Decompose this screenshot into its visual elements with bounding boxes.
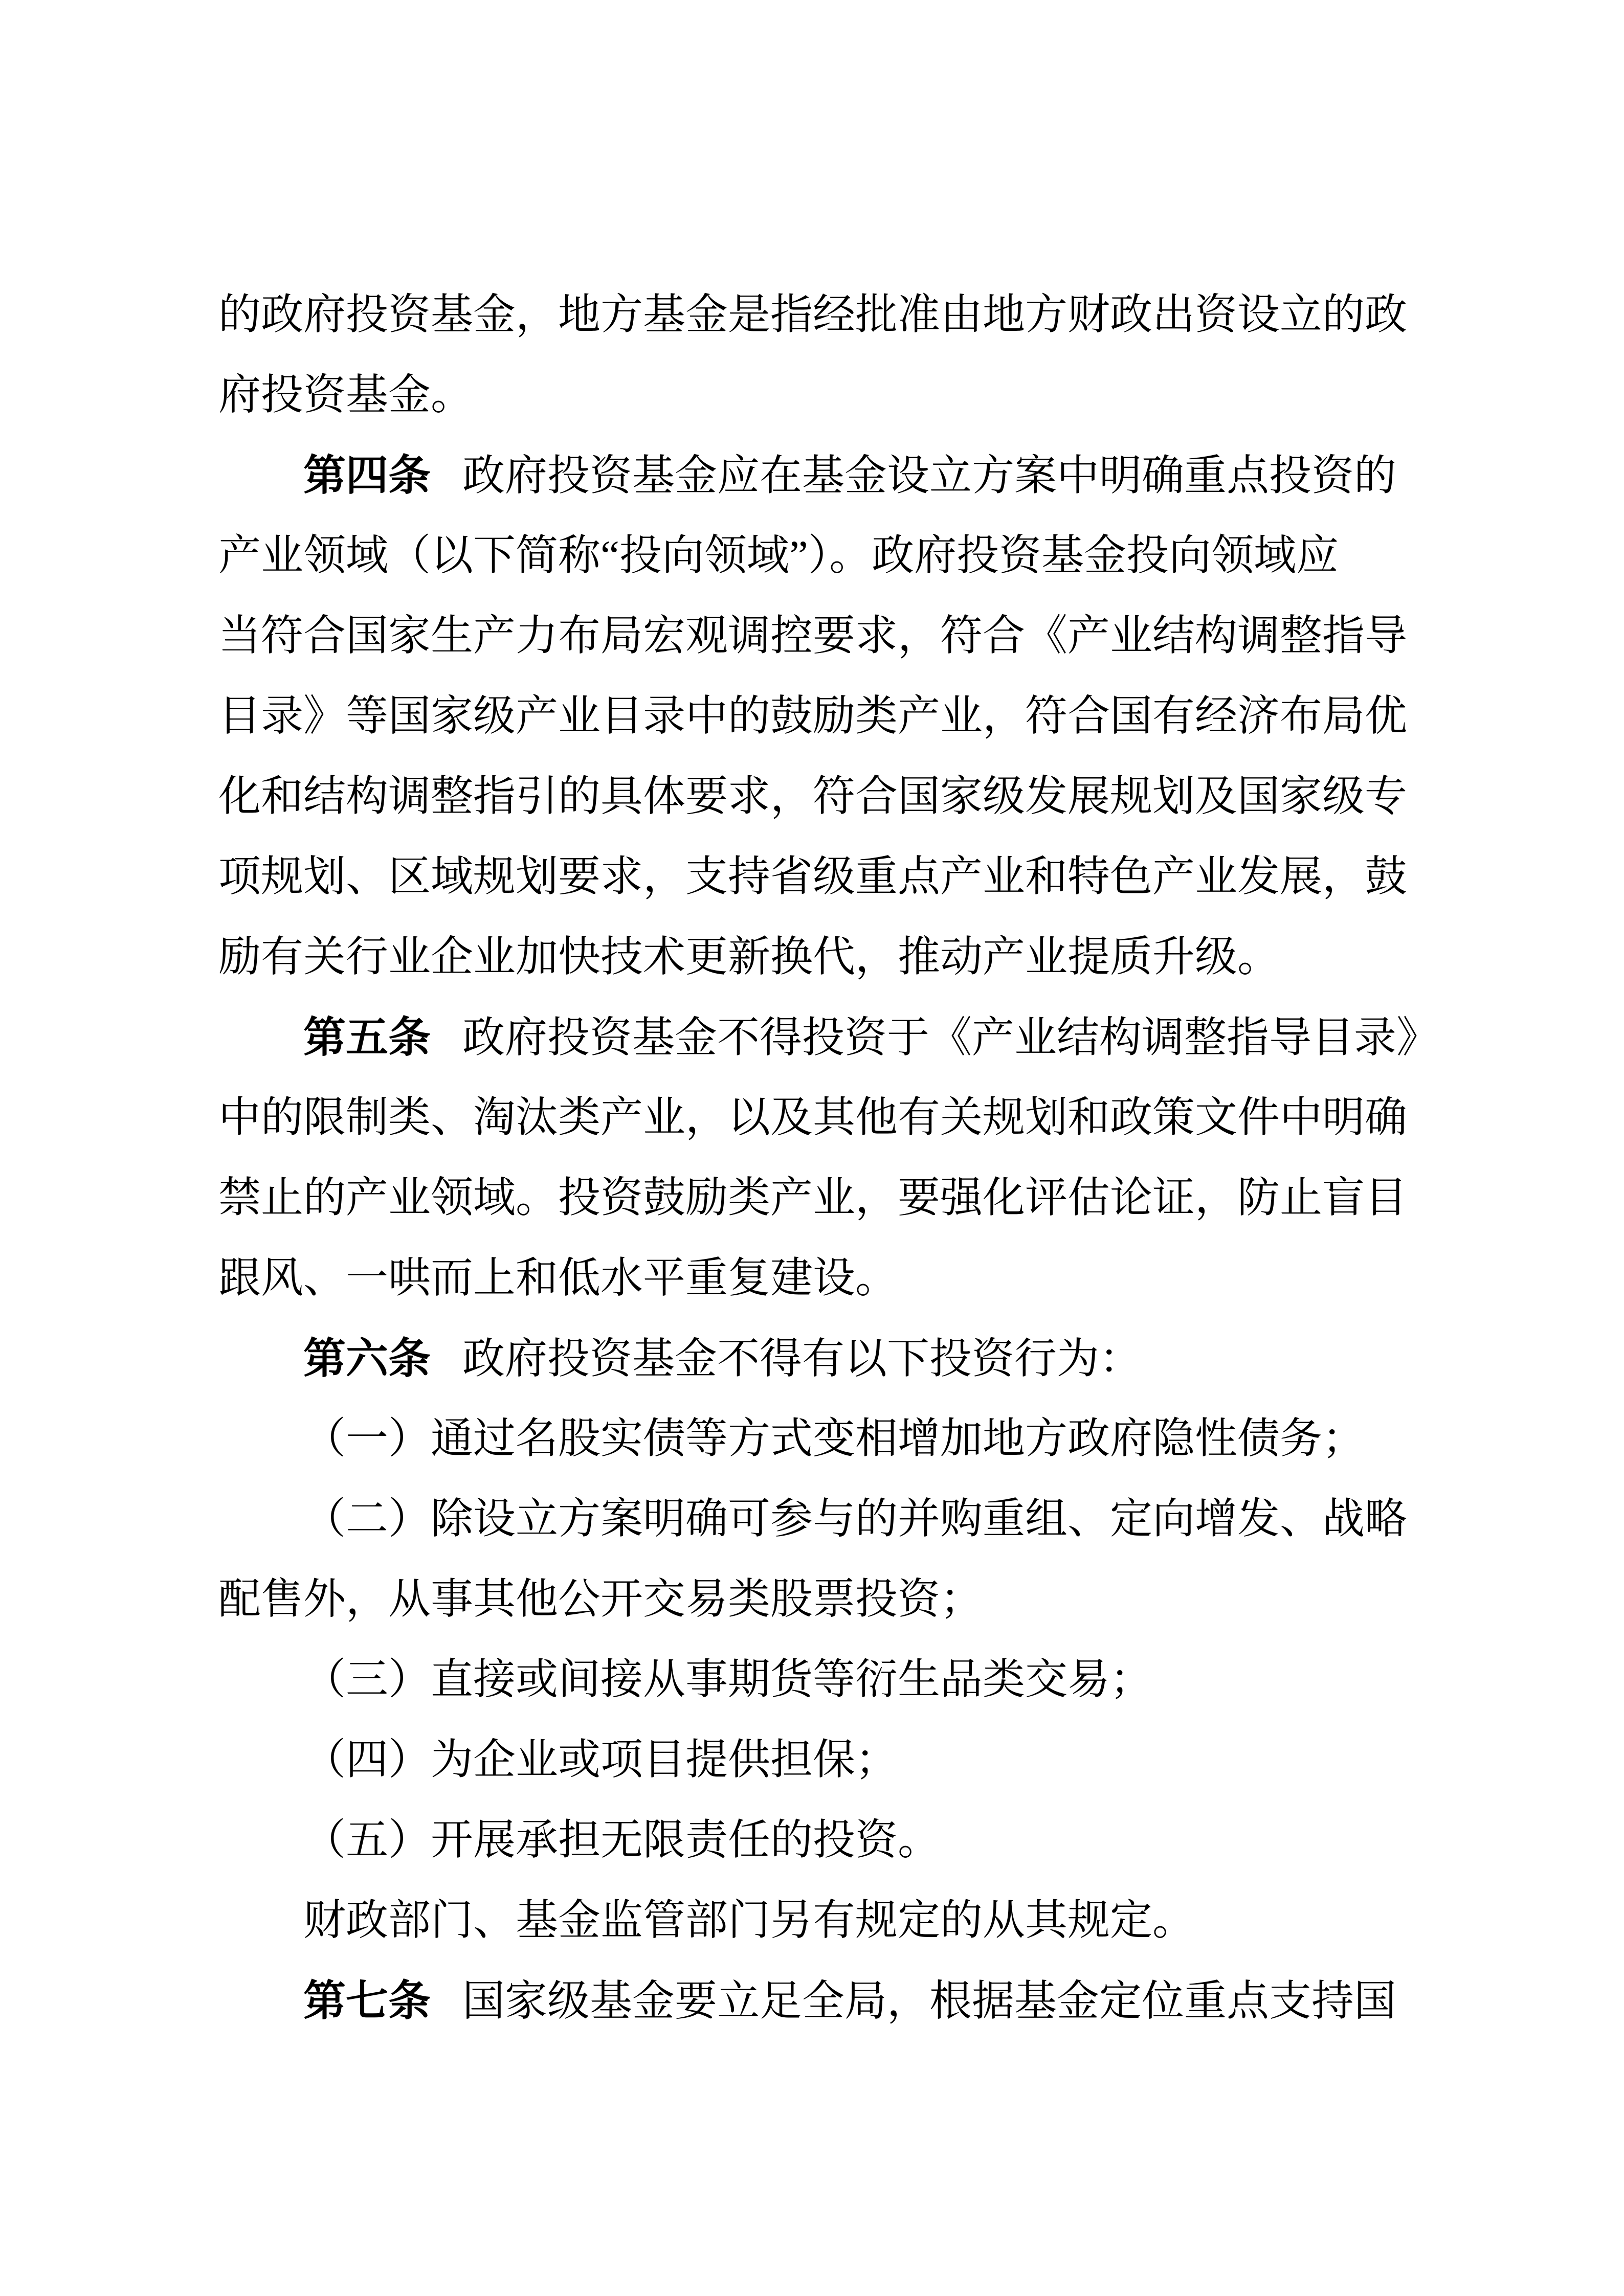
line-text: 的政府投资基金，地方基金是指经批准由地方财政出资设立的政 [218,291,1407,338]
article-number: 第六条 [303,1335,431,1382]
article-number: 第五条 [303,1014,431,1061]
line-text: 配售外，从事其他公开交易类股票投资； [218,1575,983,1623]
line-text: 政府投资基金不得投资于《产业结构调整指导目录》 [462,1014,1439,1061]
text-line [218,355,1410,435]
text-line [218,997,1439,1077]
line-text: （三）直接或间接从事期货等衍生品类交易； [303,1656,1152,1703]
text-line [218,756,1410,837]
text-line [218,1399,1410,1479]
line-text: （四）为企业或项目提供担保； [303,1736,898,1783]
line-text: （五）开展承担无限责任的投资。 [303,1816,940,1863]
text-line [218,1880,1410,1961]
line-text: （一）通过名股实债等方式变相增加地方政府隐性债务； [303,1415,1365,1462]
article-number: 第四条 [303,452,431,499]
article-number: 第七条 [303,1977,431,2024]
document-body [218,275,1439,2041]
line-text: （二）除设立方案明确可参与的并购重组、定向增发、战略 [303,1495,1407,1542]
line-text: 中的限制类、淘汰类产业，以及其他有关规划和政策文件中明确 [218,1094,1407,1141]
text-line [218,515,1410,596]
line-text: 政府投资基金应在基金设立方案中明确重点投资的 [462,452,1396,499]
text-line [218,837,1410,917]
line-text: 当符合国家生产力布局宏观调控要求，符合《产业结构调整指导 [218,612,1407,659]
text-line [218,1961,1410,2041]
line-text: 项规划、区域规划要求，支持省级重点产业和特色产业发展，鼓 [218,853,1407,900]
text-line [218,275,1410,355]
text-line [218,1479,1410,1559]
text-line [218,1318,1410,1399]
text-line [218,1077,1410,1158]
text-line [218,1639,1410,1720]
line-text: 府投资基金。 [218,371,473,418]
line-text: 化和结构调整指引的具体要求，符合国家级发展规划及国家级专 [218,773,1407,820]
text-line [218,1559,1410,1639]
line-text: 产业领域（以下简称“投向领域”）。政府投资基金投向领域应 [218,532,1339,579]
text-line [218,1720,1410,1800]
line-text: 跟风、一哄而上和低水平重复建设。 [218,1254,898,1301]
text-line [218,435,1410,515]
text-line [218,1238,1410,1318]
line-text: 政府投资基金不得有以下投资行为： [462,1335,1142,1382]
text-line [218,917,1410,997]
line-text: 励有关行业企业加快技术更新换代，推动产业提质升级。 [218,933,1280,980]
text-line [218,676,1410,756]
text-line [218,1800,1410,1880]
line-text: 国家级基金要立足全局，根据基金定位重点支持国 [462,1977,1396,2024]
line-text: 财政部门、基金监管部门另有规定的从其规定。 [303,1897,1195,1944]
line-text: 禁止的产业领域。投资鼓励类产业，要强化评估论证，防止盲目 [218,1174,1407,1221]
text-line [218,596,1410,676]
text-line [218,1158,1410,1238]
line-text: 目录》等国家级产业目录中的鼓励类产业，符合国有经济布局优 [218,692,1407,739]
